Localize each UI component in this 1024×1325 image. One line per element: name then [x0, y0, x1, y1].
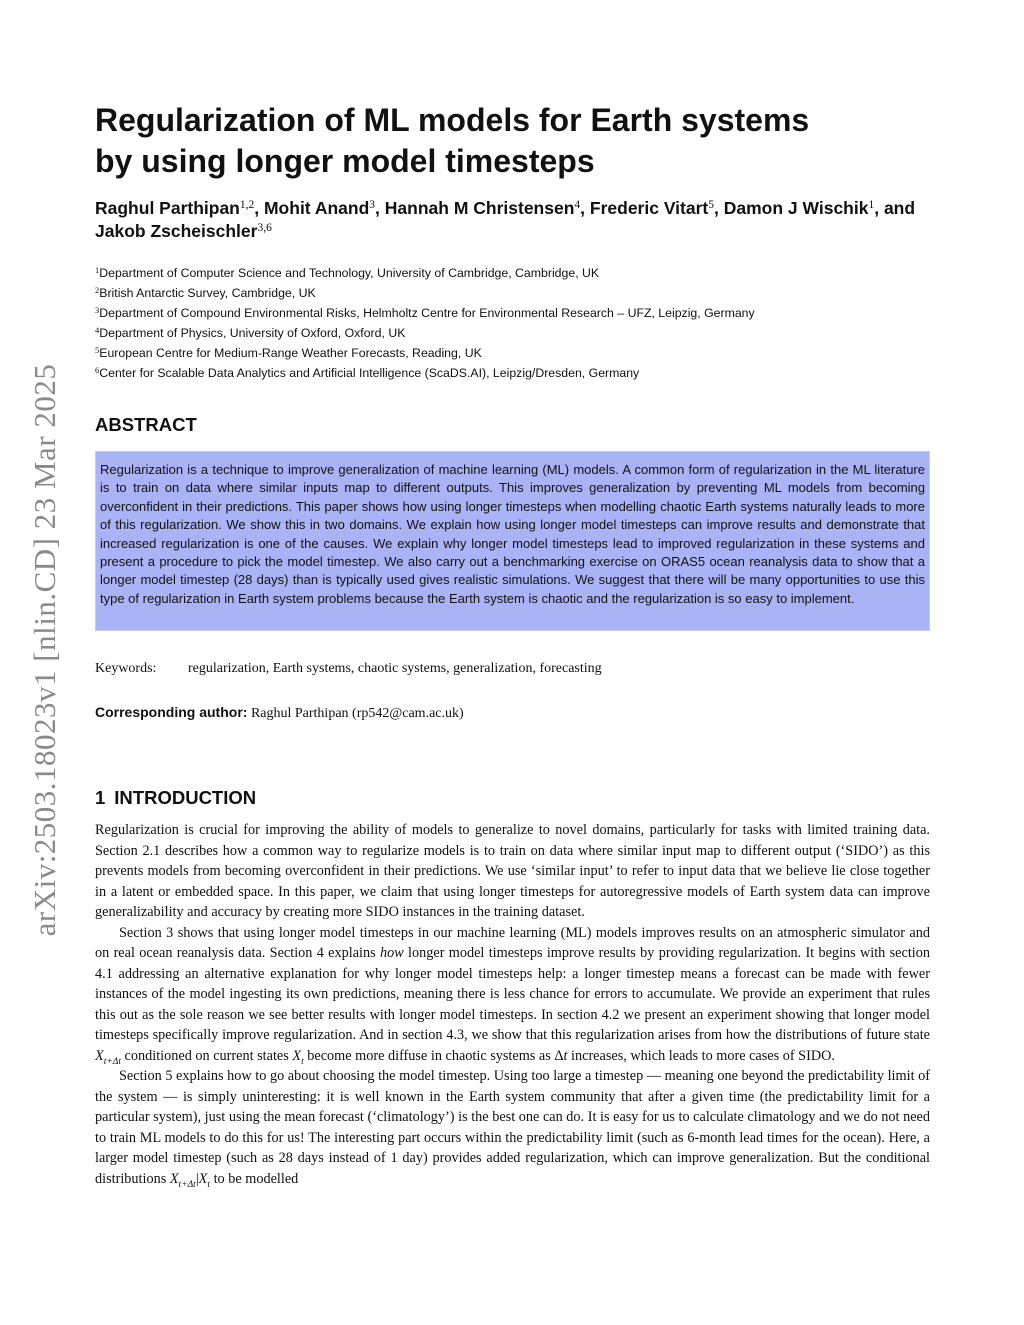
author-affiliation-marker: 3 — [369, 199, 376, 211]
affiliation-number: 2 — [95, 285, 100, 295]
author-name: Raghul Parthipan — [95, 198, 240, 218]
math-symbol: X — [198, 1170, 208, 1187]
corresponding-author-label: Corresponding author: — [95, 704, 248, 720]
section-title: INTRODUCTION — [114, 787, 257, 808]
author-name: and Jakob Zscheischler — [95, 198, 916, 241]
affiliation-text: European Centre for Medium-Range Weather Forecasts, Reading, UK — [99, 346, 482, 360]
affiliation-text: Center for Scalable Data Analytics and Artificial Intelligence (ScaDS.AI), Leipzig/Dresden, Germany — [99, 366, 640, 380]
corresponding-author-row — [95, 704, 464, 722]
introduction-heading — [95, 787, 256, 809]
author-separator: , — [254, 198, 264, 218]
corresponding-author-value: Raghul Parthipan (rp542@cam.ac.uk) — [250, 706, 464, 721]
author-name: Damon J Wischik — [723, 198, 869, 218]
math-subscript: t — [207, 1179, 211, 1190]
body-paragraph — [95, 1066, 930, 1189]
affiliation-number: 5 — [95, 345, 100, 355]
paragraph-text: Section 5 explains how to go about choosing the model timestep. Using too large a timestep — meaning one beyond the predictability limit of the system — is simply uninteresting: it is well known in the Earth system community that after a given time (the predictability limit for a particular system), just using the mean forecast (‘climatology’) is the best one can do. It is easy for us to calculate climatology and we do not need to train ML models to do this for us! The interesting part occurs within the predictability limit (such as 6-month lead times for the ocean). Here, a larger model timestep (such as 28 days instead of 1 day) provides added regularization, which can improve generalization. But the conditional distributions — [95, 1068, 930, 1187]
keywords-value: regularization, Earth systems, chaotic systems, generalization, forecasting — [188, 661, 602, 676]
introduction-body — [95, 820, 930, 1189]
body-paragraph — [95, 923, 930, 1067]
affiliation-text: Department of Physics, University of Oxford, Oxford, UK — [99, 326, 406, 340]
affiliation-number: 4 — [95, 325, 100, 335]
author-separator: , — [874, 198, 884, 218]
author-name: Mohit Anand — [263, 198, 370, 218]
author-separator: , — [713, 198, 724, 218]
abstract-heading: ABSTRACT — [95, 414, 197, 435]
math-subscript: t — [301, 1056, 304, 1067]
paragraph-text: increases, which leads to more cases of SIDO. — [567, 1047, 835, 1064]
abstract-box — [95, 451, 930, 631]
author-name: Hannah M Christensen — [384, 198, 575, 218]
paragraph-text: become more diffuse in chaotic systems as Δ — [303, 1047, 564, 1064]
author-affiliation-marker: 3,6 — [257, 222, 272, 234]
author-list — [95, 197, 935, 243]
affiliation-list — [95, 264, 935, 384]
abstract-text: Regularization is a technique to improve generalization of machine learning (ML) models. A common form of regularization in the ML literature is to train on data where similar inputs map to different outputs. This improves generalization by preventing ML models from becoming overconfident in their predictions. This paper shows how using longer timesteps when modelling chaotic Earth systems naturally leads to more of this regularization. We show this in two domains. We explain how using longer model timesteps can improve results and demonstrate that increased regularization is one of the causes. We explain why longer model timesteps lead to improved regularization in these systems and present a procedure to pick the model timestep. We also carry out a benchmarking exercise on ORAS5 ocean reanalysis data to show that a longer model timestep (28 days) than is typically used gives realistic simulations. We suggest that there will be many opportunities to use this type of regularization in Earth system problems because the Earth system is chaotic and the regularization is so easy to implement. — [100, 462, 925, 606]
affiliation-item — [95, 284, 935, 304]
author-name: Frederic Vitart — [589, 198, 709, 218]
author-affiliation-marker: 1,2 — [239, 199, 255, 211]
affiliation-text: Department of Computer Science and Technology, University of Cambridge, Cambridge, UK — [99, 266, 600, 280]
paragraph-text: longer model timesteps improve results by providing regularization. It begins with section 4.1 addressing an alternative explanation for why longer model timesteps help: a longer timestep means a forecast can be made with fewer instances of the model ingesting its own predictions, meaning there is less chance for errors to accumulate. We provide an experiment that rules this out as the sole reason we see better results with longer model timesteps. In section 4.2 we present an experiment showing that longer model timesteps specifically improve regularization. And in section 4.3, we show that this regularization arises from how the distributions of future state — [95, 945, 930, 1043]
affiliation-item — [95, 344, 935, 364]
paper-title-line-2: by using longer model timesteps — [95, 143, 595, 179]
paragraph-text: conditioned on current states — [120, 1047, 293, 1064]
paragraph-text: to be modelled — [210, 1170, 299, 1187]
author-separator: , — [580, 198, 590, 218]
affiliation-item — [95, 324, 935, 344]
paragraph-text: Section 3 shows that using longer model timesteps in our machine learning (ML) models improves results on an atmospheric simulator and on real ocean reanalysis data. Section 4 explains — [95, 924, 930, 961]
arxiv-identifier-stamp: arXiv:2503.18023v1 [nlin.CD] 23 Mar 2025 — [27, 363, 62, 937]
math-conditional-distribution: $X_{t+\Delta t}|X_t$ — [169, 1170, 211, 1190]
affiliation-number: 6 — [95, 365, 100, 375]
affiliation-item — [95, 264, 935, 284]
affiliation-text: Department of Compound Environmental Risks, Helmholtz Centre for Environmental Research – UFZ, Leipzig, Germany — [99, 306, 755, 320]
paper-title — [95, 100, 925, 182]
math-future-state — [95, 1047, 121, 1067]
math-symbol: X — [292, 1047, 302, 1064]
section-number: 1 — [95, 787, 106, 808]
author-affiliation-marker: 4 — [574, 199, 581, 211]
keywords-row — [95, 661, 602, 677]
author-affiliation-marker: 5 — [708, 199, 714, 211]
author-affiliation-marker: 1 — [868, 199, 875, 211]
affiliation-text: British Antarctic Survey, Cambridge, UK — [99, 286, 316, 300]
keywords-label: Keywords: — [95, 661, 157, 676]
body-paragraph — [95, 820, 930, 923]
affiliation-item — [95, 304, 935, 324]
affiliation-item — [95, 364, 935, 384]
math-symbol: X — [95, 1047, 104, 1064]
author-separator: , — [375, 198, 385, 218]
emphasized-word: how — [379, 945, 404, 961]
math-subscript: t+Δt — [178, 1179, 196, 1190]
math-current-state — [292, 1047, 304, 1067]
affiliation-number: 1 — [95, 265, 100, 275]
math-symbol: X — [169, 1170, 179, 1187]
math-subscript: t+Δt — [103, 1056, 121, 1067]
affiliation-number: 3 — [95, 305, 100, 315]
paragraph-text: Regularization is crucial for improving the ability of models to generalize to novel domains, particularly for tasks with limited training data. Section 2.1 describes how a common way to regularize models is to train on data where similar input map to different output (‘SIDO’) as this prevents models from becoming overconfident in their predictions. We use ‘similar input’ to refer to input data that we believe lie close together in a latent or embedded space. In this paper, we claim that using longer timesteps for autoregressive models of Earth system data can improve generalizability and accuracy by creating more SIDO instances in the training dataset. — [95, 822, 930, 920]
paper-title-line-1: Regularization of ML models for Earth systems — [95, 102, 810, 138]
math-symbol: t — [563, 1047, 568, 1064]
